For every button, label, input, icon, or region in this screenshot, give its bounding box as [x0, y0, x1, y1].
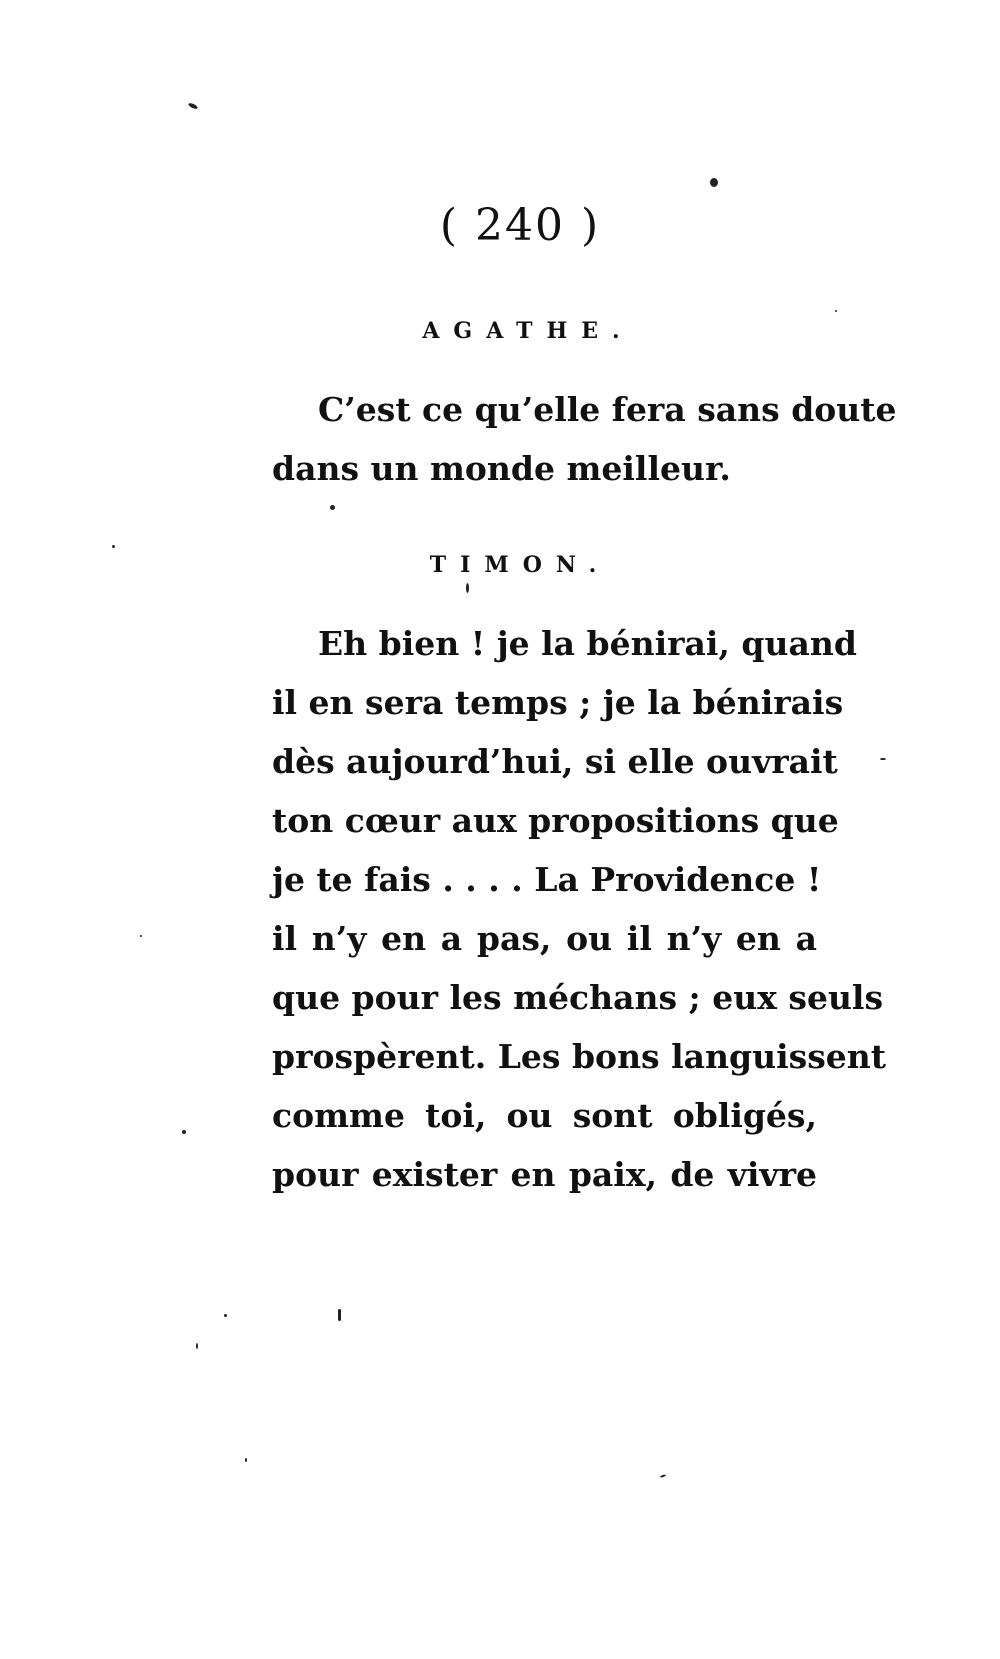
text-line: dès aujourd’hui, si elle ouvrait	[272, 742, 838, 781]
scan-speck	[112, 545, 115, 548]
scan-speck	[660, 1474, 666, 1478]
text-line: je te fais . . . . La Providence !	[272, 860, 822, 899]
scan-speck	[880, 758, 886, 760]
scan-speck	[224, 1314, 227, 1317]
text-line: prospèrent. Les bons languissent	[272, 1037, 887, 1076]
scan-speck	[182, 1130, 186, 1134]
scan-speck	[338, 1309, 341, 1321]
text-line: il en sera temps ; je la bénirais	[272, 683, 844, 722]
scan-speck	[188, 102, 199, 110]
scan-speck	[140, 935, 142, 937]
speaker-name-timon: TIMON.	[429, 552, 611, 578]
scan-speck	[835, 310, 837, 312]
text-line: dans un monde meilleur.	[272, 449, 731, 488]
scan-speck	[710, 178, 718, 187]
text-line: que pour les méchans ; eux seuls	[272, 978, 884, 1017]
scan-speck	[466, 583, 469, 593]
text-line: il n’y en a pas, ou il n’y en a	[272, 919, 817, 958]
page-number: ( 240 )	[439, 200, 601, 251]
scan-speck	[330, 505, 335, 510]
scan-speck	[196, 1343, 198, 1349]
text-line: ton cœur aux propositions que	[272, 801, 839, 840]
speaker-name-agathe: AGATHE.	[422, 318, 634, 344]
text-line: comme toi, ou sont obligés,	[272, 1096, 817, 1135]
scan-speck	[245, 1458, 247, 1462]
speech-agathe	[272, 380, 897, 498]
text-line: pour exister en paix, de vivre	[272, 1155, 817, 1194]
speech-timon	[272, 614, 887, 1204]
text-line: C’est ce qu’elle fera sans doute	[318, 390, 897, 429]
text-line: Eh bien ! je la bénirai, quand	[318, 624, 857, 663]
